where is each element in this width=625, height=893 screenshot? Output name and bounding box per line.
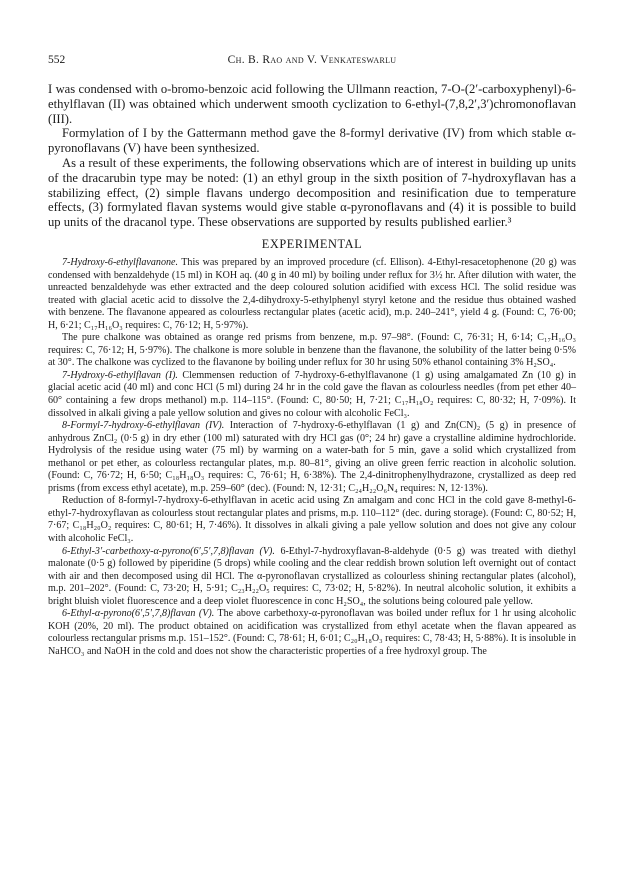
experimental-section — [48, 257, 576, 659]
paragraph-title: 6-Ethyl-3′-carbethoxy-α-pyrono(6′,5′,7,8)flavan (V). — [62, 545, 275, 557]
paragraph-title: 8-Formyl-7-hydroxy-6-ethylflavan (IV). — [62, 420, 225, 432]
paragraph-text: 6-Ethyl-7-hydroxyflavan-8-aldehyde (0·5 g) was treated with diethyl malonate (0·5 g) followed by piperidine (5 drops) while cooling and the clear reddish brown solution left overnight out of contact with air and then decomposed using dil HCl. The α-pyronoflavan crystallized as colourless shining rectangular plates (alcohol), m.p. 201–202°. (Found: C, 73·20; H, 5·91; C₂₃H₂₂O₅ requires: C, 73·02; H, 5·82%). In neutral alcoholic solution, it exhibits a bright bluish violet fluorescence and a deep violet fluorescence in conc H₂SO₄, the solutions being coloured pale yellow. — [48, 545, 576, 607]
paragraph-title: 6-Ethyl-α-pyrono(6′,5′,7,8)flavan (V). — [62, 608, 215, 620]
journal-page — [48, 54, 576, 658]
paragraph-formyl-flavan — [48, 420, 576, 495]
paragraph-text: Reduction of 8-formyl-7-hydroxy-6-ethylflavan in acetic acid using Zn amalgam and conc HCl in the cold gave 8-methyl-6-ethyl-7-hydroxyflavan as colourless stout rectangular plates and prisms, m.p. 110–112° (dec. during storage). (Found: C, 80·52; H, 7·67; C₁₈H₂₀O₂ requires: C, 80·61; H, 7·46%). It dissolves in alkali giving a pale yellow solution and does not give any colour with alcoholic FeCl₃. — [48, 495, 576, 544]
intro-text — [48, 82, 576, 230]
section-title: EXPERIMENTAL — [261, 236, 363, 251]
paragraph-text: This was prepared by an improved procedure (cf. Ellison). 4-Ethyl-resacetophenone (20 g) was condensed with benzaldehyde (15 ml) in KOH aq. (40 g in 40 ml) by boiling under reflux for 3½ hr. After dilution with water, the unreacted benzaldehyde was ether extracted and the deep coloured solution acidified with excess HCl. The solid residue was treated with glacial acetic acid to dissolve the 2,4-dihydroxy-5-ethylphenyl styryl ketone and the residue thus obtained washed with benzene. The flavanone appeared as colourless rectangular plates (acetic acid), m.p. 240–241°, yield 4 g. (Found: C, 76·00; H, 6·21; C₁₇H₁₆O₃ requires: C, 76·12; H, 5·97%). — [48, 256, 576, 331]
paragraph-carbethoxy-pyronoflavan — [48, 546, 576, 609]
paragraph-text: Clemmensen reduction of 7-hydroxy-6-ethylflavanone (1 g) using amalgamated Zn (10 g) in glacial acetic acid (40 ml) and conc HCl (5 ml) during 24 hr in the cold gave the flavan as colourless needles (from pet ether 40–60° containing a few drops methanol) m.p. 114–115°. (Found: C, 80·50; H, 7·21; C₁₇H₁₈O₂ requires: C, 80·32; H, 7·09%). It dissolved in alkali giving a pale yellow solution and gives no colour with alcoholic FeCl₃. — [48, 369, 577, 419]
paragraph-flavanone — [48, 257, 576, 332]
intro-paragraph-2: Formylation of I by the Gattermann method gave the 8-formyl derivative (IV) from which stable α-pyronoflavans (V) have been synthesized. — [48, 126, 576, 156]
paragraph-text: The pure chalkone was obtained as orange red prisms from benzene, m.p. 97–98°. (Found: C, 76·31; H, 6·14; C₁₇H₁₆O₃ requires: C, 76·12; H, 5·97%). The chalkone is more soluble in benzene than the flavanone, the solubility of the latter being 0·5% at 30°. The chalkone was cyclized to the flavanone by boiling under reflux for 30 hr using 50% ethanol containing 3% H₂SO₄. — [48, 332, 576, 369]
paragraph-text: Interaction of 7-hydroxy-6-ethylflavan (1 g) and Zn(CN)₂ (5 g) in presence of anhydrous ZnCl₂ (0·5 g) in dry ether (100 ml) saturated with dry HCl gas (0°; 24 hr) gave a crystalline aldimine hydrochloride. Hydrolysis of the residue using water (75 ml) by warming on a water-bath for 5 min, gave a solid which crystallized from methanol or pet ether, as colourless rectangular plates, m.p. 80–81°, giving an olive green ferric reaction in alcoholic solution. (Found: C, 76·72; H, 6·50; C₁₈H₁₈O₃ requires: C, 76·61; H, 6·38%). The 2,4-dinitrophenylhydrazone, crystallized as deep red prisms (from excess ethyl acetate), m.p. 259–60° (dec). (Found: N, 12·31; C₂₄H₂₂O₆N₄ requires: N, 12·13%). — [48, 420, 576, 494]
paragraph-reduction — [48, 495, 576, 545]
paragraph-flavan-i — [48, 370, 576, 420]
paragraph-pyronoflavan — [48, 608, 576, 658]
paragraph-chalkone — [48, 332, 576, 370]
running-title: Ch. B. Rao and V. Venkateswarlu — [227, 54, 397, 66]
page-number: 552 — [48, 54, 66, 66]
paragraph-text: The above carbethoxy-α-pyronoflavan was boiled under reflux for 1 hr using alcoholic KOH (20%, 20 ml). The product obtained on acidification was crystallized from ethyl acetate when the flavan appeared as colourless rectangular prisms m.p. 151–152°. (Found: C, 78·61; H, 6·01; C₂₀H₁₈O₃ requires: C, 78·43; H, 5·88%). It is insoluble in NaHCO₃ and NaOH in the cold and does not show the characteristic properties of a free hydroxyl group. The — [48, 608, 576, 657]
paragraph-title: 7-Hydroxy-6-ethylflavanone. — [62, 256, 178, 268]
intro-paragraph-3: As a result of these experiments, the following observations which are of interest in building up units of the dracarubin type may be noted: (1) an ethyl group in the sixth position of 7-hydroxyflavan has a stabilizing effect, (2) simple flavans undergo decomposition and resinification due to temperature effects, (3) formylated flavan systems would give stable α-pyronoflavans and (4) it is possible to build up units of the dracanol type. These observations are supported by results published earlier.³ — [48, 155, 576, 230]
page-header — [48, 54, 576, 66]
paragraph-title: 7-Hydroxy-6-ethylflavan (I). — [62, 369, 178, 381]
intro-paragraph-1: I was condensed with o-bromo-benzoic acid following the Ullmann reaction, 7-O-(2′-carboxyphenyl)-6-ethylflavan (II) was obtained which underwent smooth cyclization to 6-ethyl-(7,8,2′,3′)chromonoflavan (III). — [48, 82, 576, 126]
